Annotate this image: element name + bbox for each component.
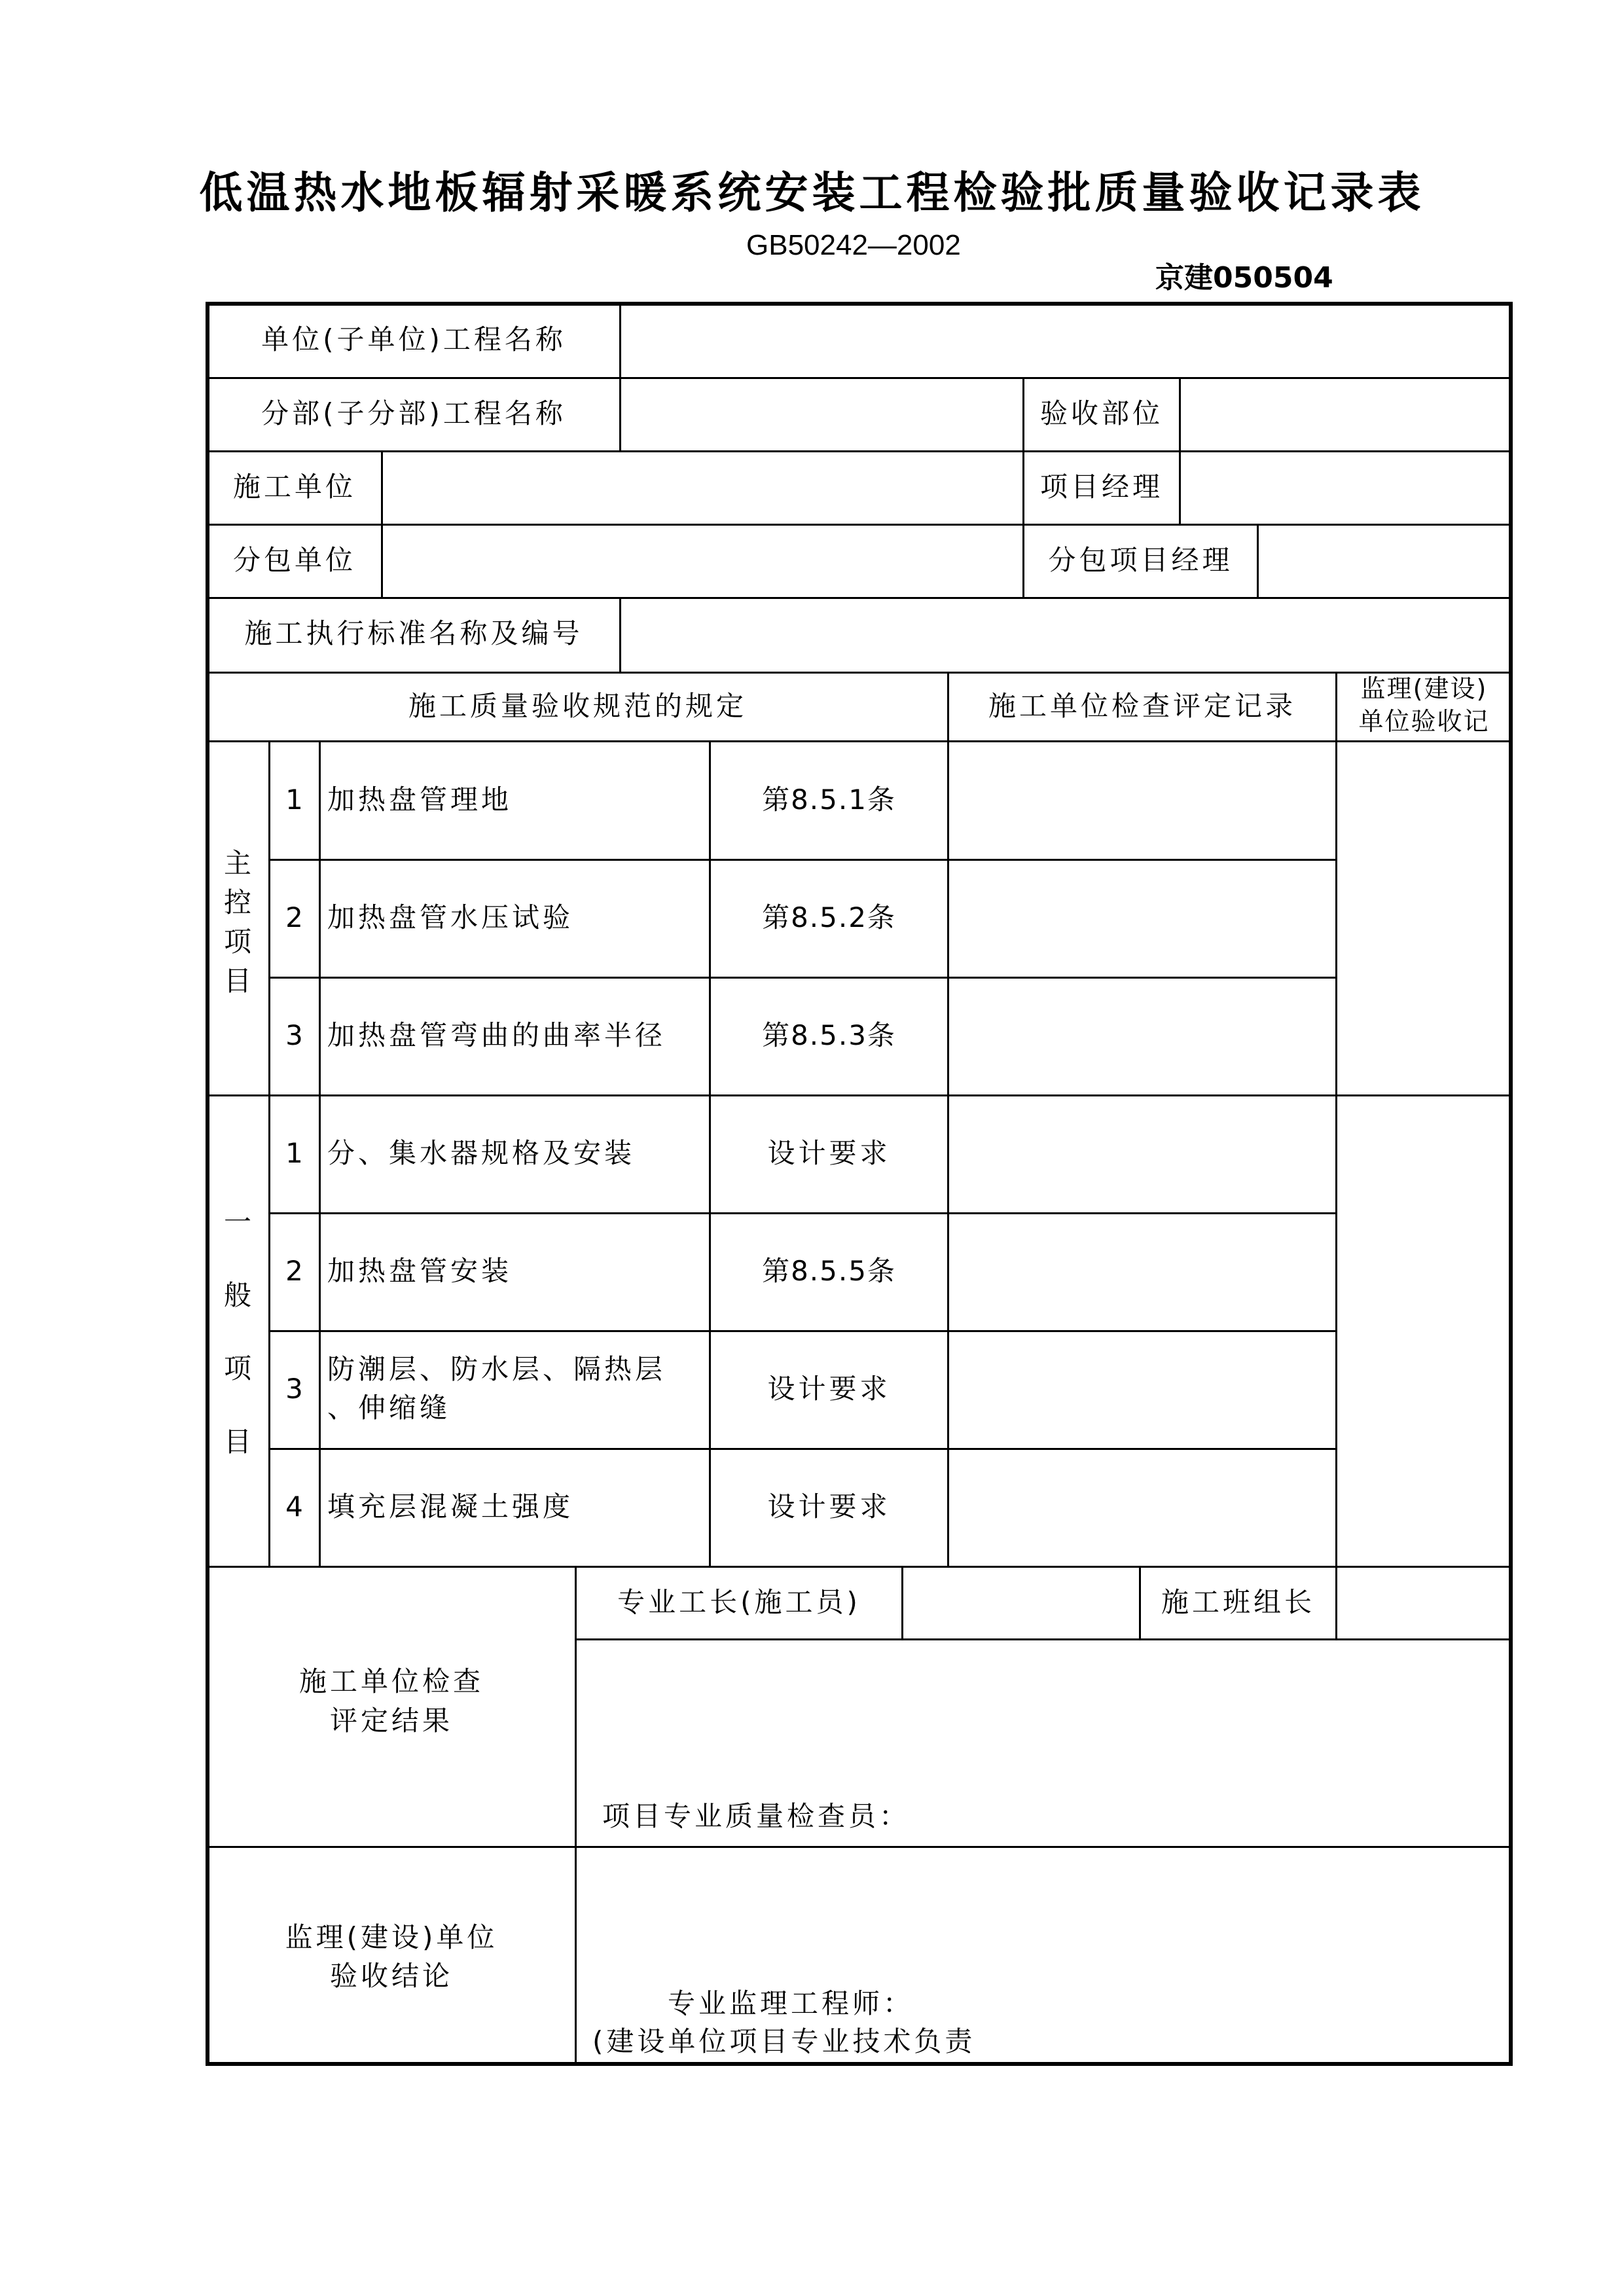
main-item-number: 1 [285, 784, 303, 816]
check-result-label-line1: 施工单位检查 [298, 1665, 484, 1697]
unit-project-name-label: 单位(子单位)工程名称 [261, 323, 566, 355]
general-item-text-line2: 、伸缩缝 [327, 1392, 451, 1424]
col-divider [1335, 1566, 1337, 1638]
col-divider [575, 1566, 577, 2066]
supervision-column-header-line2: 单位验收记 [1358, 707, 1490, 736]
acceptance-part-label: 验收部位 [1039, 397, 1163, 429]
general-items-label-char: 目 [223, 1426, 251, 1458]
col-divider [1257, 524, 1259, 597]
sub-project-name-label: 分部(子分部)工程名称 [261, 397, 566, 429]
form-code: 京建050504 [1155, 261, 1333, 295]
row-divider [206, 1566, 1513, 1568]
general-item-number: 2 [285, 1255, 303, 1287]
supervision-result-label-line2: 验收结论 [329, 1960, 453, 1992]
row-divider [270, 977, 1337, 979]
general-items-label-char: 一 [223, 1206, 251, 1238]
main-item-text: 加热盘管理地 [327, 784, 513, 816]
main-items-label-char: 项 [223, 926, 251, 958]
main-items-label-char: 目 [223, 965, 251, 997]
row-divider [576, 1638, 1513, 1640]
owner-technical-lead-label: (建设单位项目专业技术负责 [592, 2025, 976, 2057]
general-items-label-char: 项 [223, 1352, 251, 1384]
main-item-number: 3 [285, 1019, 303, 1051]
main-item-clause: 第8.5.1条 [762, 784, 896, 816]
construction-unit-label: 施工单位 [232, 471, 356, 503]
row-divider [270, 1448, 1337, 1450]
row-divider [270, 1212, 1337, 1214]
row-divider [206, 377, 1513, 379]
main-item-clause: 第8.5.2条 [762, 901, 896, 933]
main-item-text: 加热盘管水压试验 [327, 901, 574, 933]
col-divider [901, 1566, 903, 1638]
col-divider [619, 302, 621, 377]
supervision-column-header-line1: 监理(建设) [1360, 674, 1488, 703]
row-divider [270, 1330, 1337, 1332]
row-divider [270, 859, 1337, 861]
quality-inspector-label: 项目专业质量检查员： [602, 1800, 911, 1832]
main-item-text: 加热盘管弯曲的曲率半径 [327, 1019, 666, 1051]
general-item-text: 填充层混凝土强度 [327, 1491, 574, 1523]
col-divider [1179, 377, 1181, 450]
main-items-label-char: 主 [223, 847, 251, 879]
spec-column-header: 施工质量验收规范的规定 [408, 690, 747, 722]
main-item-number: 2 [285, 901, 303, 933]
row-divider [206, 1846, 1513, 1848]
row-divider [206, 597, 1513, 599]
general-item-clause: 第8.5.5条 [762, 1255, 896, 1287]
subcontract-unit-label: 分包单位 [232, 544, 356, 576]
col-divider [619, 597, 621, 672]
main-item-clause: 第8.5.3条 [762, 1019, 896, 1051]
general-item-number: 1 [285, 1137, 303, 1169]
general-item-text-line1: 防潮层、防水层、隔热层 [327, 1353, 666, 1385]
form-title: 低温热水地板辐射采暖系统安装工程检验批质量验收记录表 [199, 168, 1425, 218]
general-item-clause: 设计要求 [767, 1137, 891, 1169]
main-items-label-char: 控 [223, 886, 251, 918]
col-divider [381, 450, 383, 597]
col-divider [947, 672, 949, 1566]
general-item-clause: 设计要求 [767, 1491, 891, 1523]
supervision-result-label-line1: 监理(建设)单位 [285, 1921, 498, 1953]
foreman-label: 专业工长(施工员) [617, 1586, 861, 1618]
row-divider [206, 524, 1513, 526]
subcontract-manager-label: 分包项目经理 [1048, 544, 1233, 576]
team-leader-label: 施工班组长 [1161, 1586, 1315, 1618]
general-item-clause: 设计要求 [767, 1373, 891, 1405]
standard-name-label: 施工执行标准名称及编号 [244, 617, 583, 649]
col-divider [619, 377, 621, 450]
standard-number: GB50242—2002 [746, 229, 961, 261]
general-item-text: 加热盘管安装 [327, 1255, 513, 1287]
col-divider [1179, 450, 1181, 524]
row-divider [206, 1094, 1513, 1096]
general-items-label-char: 般 [223, 1279, 251, 1311]
project-manager-label: 项目经理 [1039, 471, 1163, 503]
general-item-number: 3 [285, 1373, 303, 1405]
general-item-text: 分、集水器规格及安装 [327, 1137, 636, 1169]
check-result-label-line2: 评定结果 [329, 1705, 453, 1737]
row-divider [206, 740, 1513, 742]
row-divider [206, 450, 1513, 452]
row-divider [206, 672, 1513, 674]
check-record-column-header: 施工单位检查评定记录 [988, 690, 1296, 722]
col-divider [1335, 672, 1337, 1566]
general-item-number: 4 [285, 1491, 303, 1523]
supervising-engineer-label: 专业监理工程师： [668, 1987, 914, 2019]
col-divider [319, 740, 321, 1566]
